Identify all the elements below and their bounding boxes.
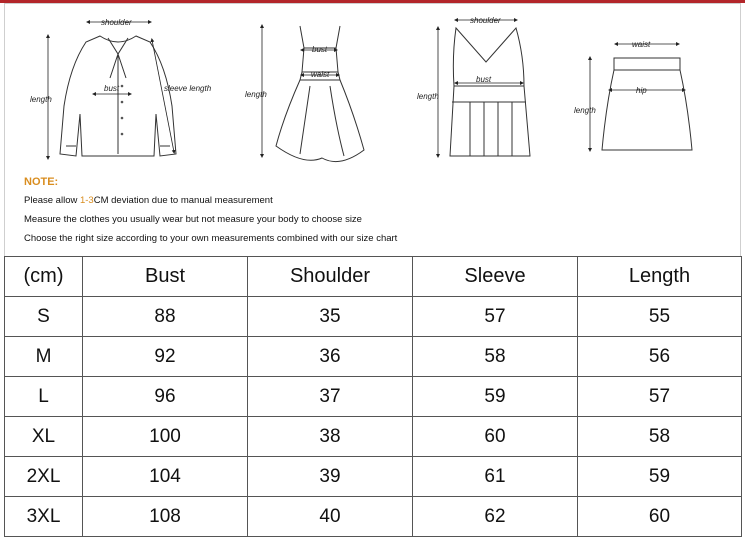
bust-value: 100 (83, 417, 248, 457)
shoulder-value: 36 (248, 337, 413, 377)
bust-value: 92 (83, 337, 248, 377)
bust-value: 108 (83, 497, 248, 537)
size-label: 2XL (5, 457, 83, 497)
note-deviation-prefix: Please allow (24, 195, 80, 206)
sleeve-value: 62 (413, 497, 578, 537)
length-value: 59 (578, 457, 742, 497)
tank-top-diagram (450, 28, 530, 156)
table-row (5, 417, 742, 457)
measurement-illustrations (4, 6, 741, 174)
table-row (5, 457, 742, 497)
header-length: Length (578, 257, 742, 297)
length-value: 56 (578, 337, 742, 377)
skirt-diagram (602, 58, 692, 150)
garment-diagrams-svg (4, 6, 741, 174)
tank-length-label: length (417, 92, 439, 101)
length-value: 58 (578, 417, 742, 457)
note-choose-size: Choose the right size according to your own measurements combined with our size chart (24, 233, 398, 244)
bust-value: 96 (83, 377, 248, 417)
shoulder-value: 37 (248, 377, 413, 417)
table-row (5, 497, 742, 537)
size-label: XL (5, 417, 83, 457)
table-row (5, 337, 742, 377)
dress-waist-label: waist (311, 70, 330, 79)
dress-length-label: length (245, 90, 267, 99)
shoulder-value: 39 (248, 457, 413, 497)
bust-value: 104 (83, 457, 248, 497)
tank-bust-label: bust (476, 75, 492, 84)
shirt-sleeve-label: sleeve length (164, 84, 212, 93)
notes-section (24, 174, 724, 248)
header-shoulder: Shoulder (248, 257, 413, 297)
note-title: NOTE: (24, 176, 59, 188)
size-chart-table (4, 256, 742, 537)
length-value: 60 (578, 497, 742, 537)
bust-value: 88 (83, 297, 248, 337)
size-label: L (5, 377, 83, 417)
note-deviation-suffix: CM deviation due to manual measurement (93, 195, 273, 206)
table-header-row (5, 257, 742, 297)
note-measure-clothes: Measure the clothes you usually wear but not measure your body to choose size (24, 214, 362, 225)
note-deviation-range: 1-3 (79, 195, 94, 206)
sleeve-value: 59 (413, 377, 578, 417)
skirt-hip-label: hip (636, 86, 647, 95)
size-label: M (5, 337, 83, 377)
sleeve-value: 61 (413, 457, 578, 497)
shoulder-value: 35 (248, 297, 413, 337)
header-bust: Bust (83, 257, 248, 297)
skirt-length-label: length (574, 106, 596, 115)
shirt-bust-label: bust (104, 84, 120, 93)
skirt-waist-label: waist (632, 40, 651, 49)
shoulder-value: 38 (248, 417, 413, 457)
header-sleeve: Sleeve (413, 257, 578, 297)
table-row (5, 377, 742, 417)
table-row (5, 297, 742, 337)
header-unit: (cm) (5, 257, 83, 297)
tank-shoulder-label: shoulder (470, 16, 501, 25)
note-deviation (24, 191, 724, 210)
shirt-shoulder-label: shoulder (101, 18, 132, 27)
sleeve-value: 58 (413, 337, 578, 377)
shoulder-value: 40 (248, 497, 413, 537)
length-value: 55 (578, 297, 742, 337)
sleeve-value: 60 (413, 417, 578, 457)
size-label: 3XL (5, 497, 83, 537)
dress-bust-label: bust (312, 45, 328, 54)
shirt-length-label: length (30, 95, 52, 104)
sleeve-value: 57 (413, 297, 578, 337)
length-value: 57 (578, 377, 742, 417)
shirt-diagram (60, 36, 176, 156)
size-label: S (5, 297, 83, 337)
